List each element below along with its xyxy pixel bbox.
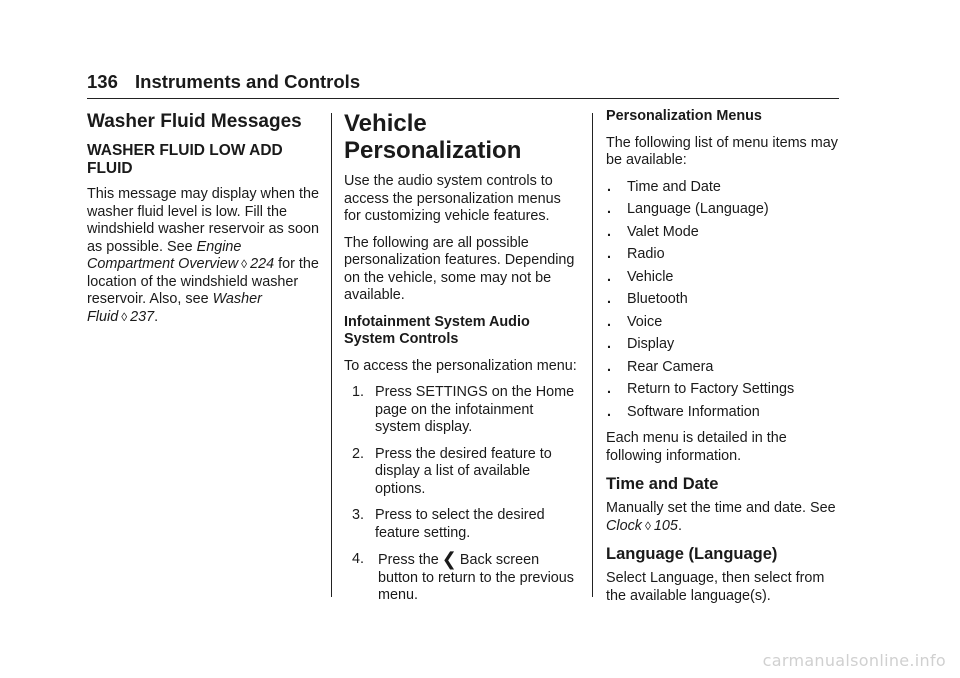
list-item xyxy=(352,507,580,542)
bullet: . xyxy=(607,268,611,285)
list-item xyxy=(606,336,842,354)
list-item xyxy=(606,359,842,377)
page-number: 136 xyxy=(87,71,118,92)
washer-fluid-page[interactable]: 237 xyxy=(130,308,155,325)
step-text-after: Back screen button to return to the previous menu. xyxy=(378,552,574,603)
list-item xyxy=(606,201,842,219)
column-3 xyxy=(606,108,842,614)
washer-fluid-link[interactable]: Washer Fluid xyxy=(87,291,262,325)
steps-list xyxy=(352,384,580,605)
language-heading: Language (Language) xyxy=(606,545,778,563)
list-item xyxy=(606,314,842,332)
body-text: . xyxy=(677,517,682,534)
list-item xyxy=(606,291,842,309)
vehicle-personalization-heading: Vehicle Personalization xyxy=(344,110,522,164)
engine-compartment-page[interactable]: 224 xyxy=(250,256,275,272)
bullet: . xyxy=(607,291,611,307)
features-paragraph: The following are all possible personalization features. Depending on the vehicle, some may not be available. xyxy=(344,234,575,303)
column-2 xyxy=(344,108,580,614)
washer-fluid-subheading: WASHER FLUID LOW ADD FLUID xyxy=(87,142,283,177)
menu-item-label: Bluetooth xyxy=(627,291,688,307)
page-reference-icon: ◊ xyxy=(121,309,128,324)
washer-fluid-body xyxy=(87,186,319,326)
back-chevron-icon: ❮ xyxy=(441,549,457,569)
menu-item-label: Software Information xyxy=(627,403,760,420)
step-text: Press to select the desired feature setting. xyxy=(375,507,545,541)
step-number: 2. xyxy=(352,445,365,462)
menu-item-label: Vehicle xyxy=(627,268,674,285)
list-item xyxy=(606,269,842,287)
step-number: 3. xyxy=(352,507,365,523)
bullet: . xyxy=(607,336,611,352)
column-1 xyxy=(87,108,319,335)
bullet: . xyxy=(607,358,611,375)
list-item xyxy=(606,381,842,399)
bullet: . xyxy=(607,381,611,397)
column-divider-2 xyxy=(592,113,593,597)
menu-item-label: Valet Mode xyxy=(627,223,699,240)
washer-fluid-heading: Washer Fluid Messages xyxy=(87,111,302,132)
step-text: Press SETTINGS on the Home page on the infotainment system display. xyxy=(375,384,575,435)
step-text: Press the desired feature to display a list of available options. xyxy=(375,445,552,497)
bullet: . xyxy=(607,313,611,330)
engine-compartment-link[interactable]: Engine Compartment Overview xyxy=(87,238,242,272)
menu-item-label: Language (Language) xyxy=(627,201,769,217)
time-date-body xyxy=(606,500,842,535)
page-reference-icon: ◊ xyxy=(241,257,248,271)
body-text: for the location of the windshield washer reservoir. Also, see xyxy=(87,256,319,307)
menu-item-label: Voice xyxy=(627,313,663,330)
watermark: carmanualsonline.info xyxy=(762,651,946,670)
list-item xyxy=(606,246,842,264)
menu-item-label: Radio xyxy=(627,246,665,262)
audio-controls-subheading: Infotainment System Audio System Controls xyxy=(344,313,530,347)
menu-item-label: Rear Camera xyxy=(627,358,714,375)
section-title: Instruments and Controls xyxy=(135,71,361,92)
list-item xyxy=(352,384,580,437)
list-item xyxy=(606,179,842,197)
intro-paragraph: Use the audio system controls to access the personalization menus for customizing vehicle features. xyxy=(344,173,561,224)
body-text: This message may display when the washer fluid level is low. Fill the windshield washer reservoir as soon as possible. See xyxy=(87,186,319,255)
menus-subheading: Personalization Menus xyxy=(606,108,762,124)
list-item xyxy=(352,446,580,499)
bullet: . xyxy=(607,246,611,262)
column-divider-1 xyxy=(331,113,332,597)
menu-item-label: Time and Date xyxy=(627,178,721,195)
page-header xyxy=(87,71,839,93)
time-date-heading: Time and Date xyxy=(606,475,719,493)
step-text-before: Press the xyxy=(378,552,439,568)
language-body: Select Language, then select from the available language(s). xyxy=(606,570,825,604)
clock-link[interactable]: Clock xyxy=(606,517,642,534)
clock-page[interactable]: 105 xyxy=(653,517,678,534)
menus-intro: The following list of menu items may be available: xyxy=(606,134,838,168)
menu-item-label: Display xyxy=(627,336,675,352)
list-item xyxy=(352,551,580,605)
access-paragraph: To access the personalization menu: xyxy=(344,357,577,374)
header-rule xyxy=(87,98,839,99)
step-number: 1. xyxy=(352,384,365,400)
list-item xyxy=(606,224,842,242)
detail-note: Each menu is detailed in the following information. xyxy=(606,430,787,464)
body-text: Manually set the time and date. See xyxy=(606,500,836,516)
list-item xyxy=(606,404,842,422)
page-reference-icon: ◊ xyxy=(644,518,651,533)
bullet: . xyxy=(607,223,611,240)
menu-item-label: Return to Factory Settings xyxy=(627,381,795,397)
bullet: . xyxy=(607,178,611,195)
step-text xyxy=(378,551,580,605)
step-number: 4. xyxy=(352,551,365,567)
body-text: . xyxy=(154,308,159,325)
bullet: . xyxy=(607,201,611,217)
bullet: . xyxy=(607,403,611,420)
menu-items-list xyxy=(606,179,842,422)
